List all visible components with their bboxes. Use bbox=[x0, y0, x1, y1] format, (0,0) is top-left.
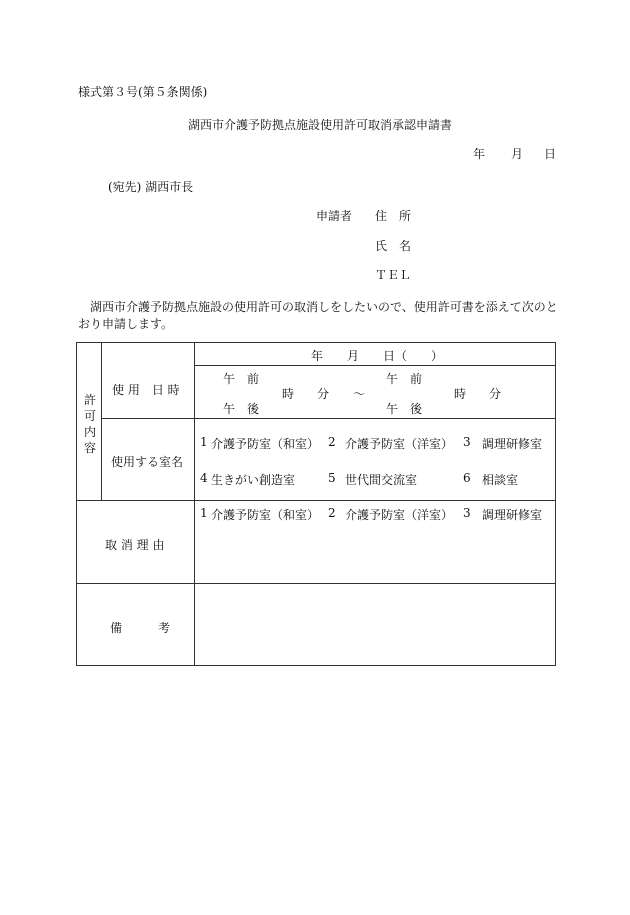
section-label-char: 容 bbox=[84, 441, 97, 455]
end-pm-label: 午 後 bbox=[386, 402, 423, 416]
reason-room-number: 3 bbox=[463, 506, 471, 520]
date-month-label: 月 bbox=[511, 147, 524, 161]
end-hour-label: 時 bbox=[454, 387, 467, 401]
room-name: 介護予防室（洋室） bbox=[345, 437, 454, 451]
reason-label: 取 消 理 由 bbox=[105, 538, 165, 552]
table-divider bbox=[77, 500, 556, 501]
room-number: 1 bbox=[200, 435, 208, 449]
room-number: 4 bbox=[200, 471, 208, 485]
room-name: 調理研修室 bbox=[482, 437, 543, 451]
table-divider bbox=[194, 365, 556, 366]
start-minute-label: 分 bbox=[317, 387, 330, 401]
room-number: 6 bbox=[463, 471, 471, 485]
section-label-char: 許 bbox=[84, 393, 97, 407]
reason-room-name: 介護予防室（洋室） bbox=[345, 508, 454, 522]
name-label: 氏 名 bbox=[375, 239, 412, 253]
section-label-char: 可 bbox=[84, 409, 97, 423]
room-name: 生きがい創造室 bbox=[211, 473, 296, 487]
room-name: 相談室 bbox=[482, 473, 519, 487]
remarks-label: 備 考 bbox=[110, 621, 171, 635]
body-text-line2: おり申請します。 bbox=[78, 317, 174, 331]
room-name: 介護予防室（和室） bbox=[211, 437, 320, 451]
tel-label: ＴＥＬ bbox=[375, 268, 412, 282]
application-table bbox=[76, 342, 556, 666]
room-number: 2 bbox=[328, 435, 336, 449]
date-header: 年 月 日（ ） bbox=[311, 349, 444, 363]
end-am-label: 午 前 bbox=[386, 372, 423, 386]
room-name: 世代間交流室 bbox=[345, 473, 418, 487]
table-divider bbox=[194, 343, 195, 666]
start-am-label: 午 前 bbox=[223, 372, 260, 386]
reason-room-number: 2 bbox=[328, 506, 336, 520]
address-label: 住 所 bbox=[375, 209, 412, 223]
datetime-label: 使 用 日 時 bbox=[112, 383, 180, 397]
body-text-line1: 湖西市介護予防拠点施設の使用許可の取消しをしたいので、使用許可書を添えて次のと bbox=[90, 300, 558, 314]
form-number: 様式第３号(第５条関係) bbox=[78, 85, 208, 99]
end-minute-label: 分 bbox=[489, 387, 502, 401]
table-divider bbox=[101, 343, 102, 500]
room-number: 3 bbox=[463, 435, 471, 449]
start-hour-label: 時 bbox=[282, 387, 295, 401]
start-pm-label: 午 後 bbox=[223, 402, 260, 416]
applicant-label: 申請者 bbox=[316, 209, 353, 223]
addressee: (宛先) 湖西市長 bbox=[108, 180, 194, 194]
page-title: 湖西市介護予防拠点施設使用許可取消承認申請書 bbox=[188, 118, 453, 132]
date-year-label: 年 bbox=[473, 147, 486, 161]
tilde-separator: 〜 bbox=[353, 387, 366, 401]
section-label-char: 内 bbox=[84, 425, 97, 439]
table-divider bbox=[101, 418, 556, 419]
reason-room-name: 介護予防室（和室） bbox=[211, 508, 320, 522]
table-divider bbox=[77, 583, 556, 584]
reason-room-number: 1 bbox=[200, 506, 208, 520]
reason-room-name: 調理研修室 bbox=[482, 508, 543, 522]
date-day-label: 日 bbox=[544, 147, 557, 161]
rooms-label: 使用する室名 bbox=[111, 455, 184, 469]
room-number: 5 bbox=[328, 471, 336, 485]
